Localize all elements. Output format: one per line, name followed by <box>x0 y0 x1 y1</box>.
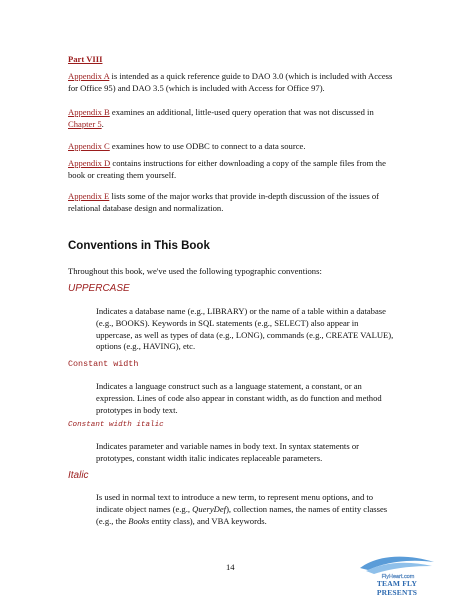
appendix-b-text: examines an additional, little-used query operation that was not discussed in <box>109 107 374 117</box>
convention-desc-uppercase: Indicates a database name (e.g., LIBRARY) or the name of a table within a database (e.g., BOOKS). Keywords in SQL statements (e.g., SELECT) also appear in uppercase, as well as types of data (e.g., LONG), commands (e.g., CREATE VALUE), options (e.g., HAVING), etc. <box>96 306 394 352</box>
italic-example-querydef: QueryDef <box>192 503 227 514</box>
appendix-e-text: lists some of the major works that provide in-depth discussion of the issues of relational database design and normalization. <box>68 191 380 213</box>
italic-example-books: Books <box>128 515 150 526</box>
appendix-b-paragraph <box>68 106 398 130</box>
italic-desc-part-c: entity class), and VBA keywords. <box>149 515 267 526</box>
convention-desc-constant-width: Indicates a language construct such as a language statement, a constant, or an expression. Lines of code also appear in constant width, as do function and method prototypes in body text. <box>96 381 382 415</box>
convention-term-italic: Italic <box>68 470 89 481</box>
appendix-a-paragraph <box>68 70 398 94</box>
page-number: 14 <box>226 562 235 572</box>
appendix-c-text: examines how to use ODBC to connect to a data source. <box>109 141 306 151</box>
appendix-d-link[interactable]: Appendix D <box>68 158 111 168</box>
appendix-c-paragraph <box>68 140 398 152</box>
chapter-5-link[interactable]: Chapter 5 <box>68 119 102 129</box>
conventions-intro: Throughout this book, we've used the following typographic conventions: <box>68 266 322 276</box>
italic-desc-part-b: ), collection names, the names of entity classes (e.g., the <box>96 503 388 526</box>
appendix-e-paragraph <box>68 190 398 214</box>
appendix-e-link[interactable]: Appendix E <box>68 191 110 201</box>
appendix-a-link[interactable]: Appendix A <box>68 71 110 81</box>
fly-logo-icon <box>356 552 438 580</box>
logo-caption: TEAM FLY PRESENTS <box>376 579 418 597</box>
italic-desc-part-a: Is used in normal text to introduce a new term, to represent menu options, and to indicate object names (e.g., <box>96 492 374 514</box>
appendix-a-text: is intended as a quick reference guide to DAO 3.0 (which is included with Access for Office 95) and DAO 3.5 (which is included with Access for Office 97). <box>68 71 393 93</box>
appendix-b-link[interactable]: Appendix B <box>68 107 110 117</box>
convention-term-constant-width: Constant width <box>68 359 139 369</box>
part-heading: Part VIII <box>68 54 103 64</box>
convention-term-uppercase: UPPERCASE <box>68 283 130 294</box>
appendix-b-text-end: . <box>101 119 104 129</box>
convention-desc-constant-width-italic: Indicates parameter and variable names in body text. In syntax statements or prototypes, constant width italic indicates replaceable parameters. <box>96 441 359 463</box>
convention-desc-italic <box>96 492 396 527</box>
team-fly-logo <box>356 552 438 597</box>
logo-small-text: FlyHeart.com <box>381 574 415 580</box>
appendix-d-text: contains instructions for either downloading a copy of the sample files from the book or creating them yourself. <box>68 158 386 180</box>
appendix-d-paragraph <box>68 157 398 181</box>
appendix-c-link[interactable]: Appendix C <box>68 141 110 151</box>
convention-term-constant-width-italic: Constant width italic <box>68 421 164 429</box>
conventions-heading: Conventions in This Book <box>68 240 210 252</box>
